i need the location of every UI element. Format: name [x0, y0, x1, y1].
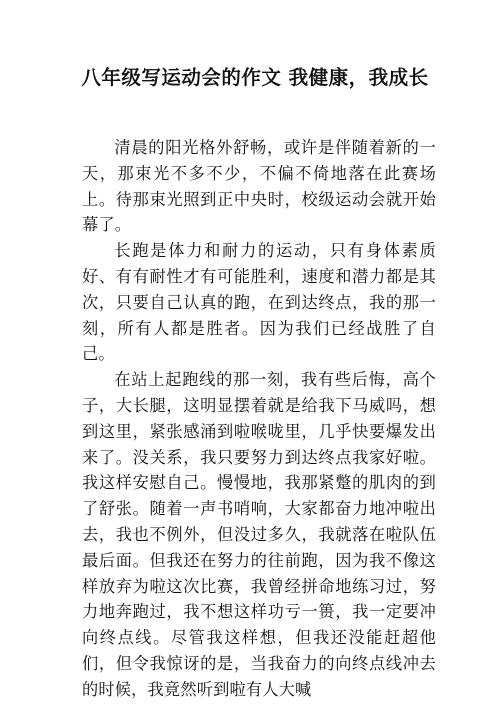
- document-title: 八年级写运动会的作文 我健康，我成长: [81, 66, 429, 89]
- paragraph: 清晨的阳光格外舒畅，或许是伴随着新的一天，那束光不多不少，不偏不倚地落在此赛场上。待那束光照到正中央时，校级运动会就开始幕了。: [82, 138, 436, 235]
- paragraph: 长跑是体力和耐力的运动，只有身体素质好、有有耐性才有可能胜利，速度和潜力都是其次，只要自己认真的跑，在到达终点，我的那一刻，所有人都是胜者。因为我们已经战胜了自己。: [82, 241, 436, 364]
- document-body: [82, 135, 436, 703]
- paragraph: 在站上起跑线的那一刻，我有些后悔，高个子，大长腿，这明显摆着就是给我下马威吗，想到这里，紧张感涌到啦喉咙里，几乎快要爆发出来了。没关系，我只要努力到达终点我家好啦。我这样安慰自己。慢慢地，我那紧蹩的肌肉的到了舒张。随着一声书哨响，大家都奋力地冲啦出去，我也不例外，但没过多久，我就落在啦队伍最后面。但我还在努力的往前跑，因为我不像这样放弃为啦这次比赛，我曾经拼命地练习过，努力地奔跑过，我不想这样功亏一篑，我一定要冲向终点线。尽管我这样想，但我还没能赶超他们，但令我惊讶的是，当我奋力的向终点线冲去的时候，我竟然听到啦有人大喊: [82, 370, 436, 699]
